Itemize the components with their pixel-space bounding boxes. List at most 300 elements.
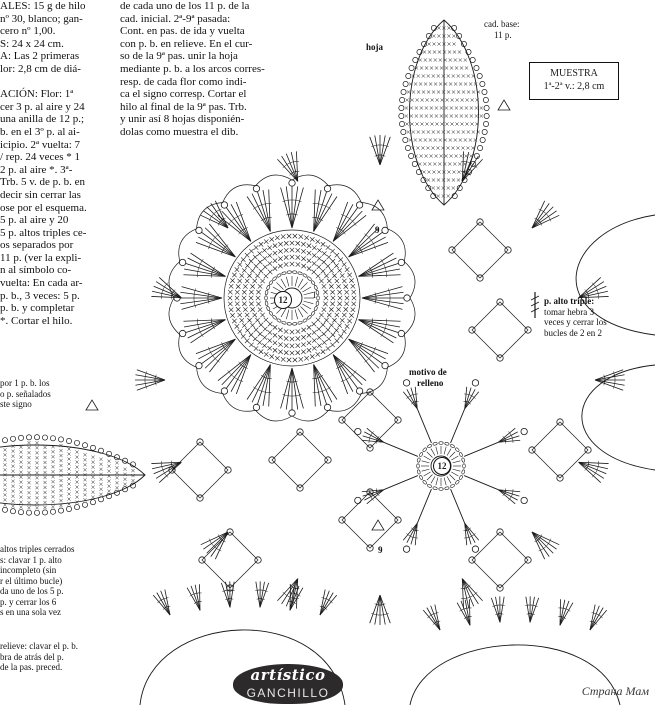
outer-fan bbox=[579, 277, 601, 297]
leaf-stitch bbox=[42, 435, 47, 440]
opening-fan bbox=[469, 599, 470, 625]
filler-chain bbox=[419, 452, 423, 457]
instruction-line: / rep. 24 veces * 1 bbox=[0, 151, 81, 164]
opening-fan bbox=[590, 606, 599, 630]
flower-petal bbox=[263, 392, 267, 393]
leaf-stitch bbox=[482, 129, 487, 134]
filler-round bbox=[447, 476, 451, 483]
flower-petal bbox=[212, 239, 214, 242]
outer-fan bbox=[542, 210, 545, 212]
filler-round bbox=[424, 472, 431, 476]
flower-chain bbox=[307, 315, 312, 320]
leaf-stitch bbox=[477, 73, 482, 78]
filler-chain bbox=[455, 447, 460, 452]
flower-petal bbox=[370, 239, 372, 242]
filler-chain bbox=[450, 444, 455, 448]
chain-arc bbox=[169, 298, 180, 334]
flower-petal bbox=[314, 365, 332, 403]
leaf-stitch bbox=[26, 510, 31, 515]
instruction-line: vuelta: En cada ar- bbox=[0, 277, 83, 290]
outer-fan bbox=[375, 135, 380, 165]
instruction-line: de cada uno de los 11 p. de la bbox=[120, 0, 250, 12]
flower-chain bbox=[265, 296, 268, 300]
chain-arc bbox=[179, 229, 197, 262]
filler-round bbox=[447, 449, 451, 456]
filler-chain bbox=[463, 464, 466, 468]
picot bbox=[398, 259, 404, 265]
flower-petal bbox=[359, 258, 397, 276]
outer-fan bbox=[380, 137, 390, 165]
flower-petal bbox=[281, 188, 292, 228]
flower-chain bbox=[292, 322, 297, 325]
leaf-stitch bbox=[403, 137, 408, 142]
label-motivo: motivo de bbox=[409, 367, 447, 377]
instruction-line: ALES: 15 g de hilo bbox=[0, 0, 86, 12]
outer-fan bbox=[532, 532, 553, 553]
picot bbox=[472, 546, 478, 552]
outer-fan bbox=[210, 542, 212, 545]
instruction-line: so de la 9ª pas. unir la hoja bbox=[120, 50, 238, 63]
flower-chain bbox=[269, 311, 274, 316]
leaf-stitch bbox=[399, 121, 404, 126]
chain-arc bbox=[223, 185, 256, 203]
filler-spoke bbox=[464, 476, 498, 490]
flower-petal bbox=[314, 194, 332, 232]
outer-fan bbox=[532, 207, 553, 228]
note-line: por 1 p. b. los bbox=[0, 378, 50, 388]
picot bbox=[253, 185, 259, 191]
flower-petal bbox=[180, 292, 222, 298]
flower-petal bbox=[359, 320, 397, 338]
flower-round-2 bbox=[276, 282, 283, 289]
flower-chain bbox=[276, 273, 281, 277]
opening-fan bbox=[290, 586, 299, 610]
leaf-stitch bbox=[401, 129, 406, 134]
filler-round bbox=[436, 478, 438, 486]
legend-triple-stitch bbox=[544, 296, 607, 338]
filler-chain bbox=[439, 442, 443, 445]
flower-round-2 bbox=[300, 282, 307, 289]
instruction-line: ose por el esquema. bbox=[0, 201, 87, 214]
leaf-stitch bbox=[42, 510, 47, 515]
picot bbox=[521, 428, 527, 434]
flower-petal bbox=[349, 237, 386, 257]
note-line: ste signo bbox=[0, 399, 32, 409]
flower-chain bbox=[287, 322, 292, 325]
leaf-stitch bbox=[82, 443, 87, 448]
note-line: o p. señalados bbox=[0, 388, 51, 399]
leaf-stitch bbox=[483, 97, 488, 102]
instruction-line: ca el signo corresp. Cortar el bbox=[120, 88, 247, 101]
note-bottom-left-1 bbox=[0, 378, 51, 410]
flower-petal bbox=[292, 188, 303, 228]
outer-fan bbox=[286, 154, 297, 182]
flower-petal bbox=[180, 298, 222, 304]
flower-chain bbox=[287, 271, 292, 274]
leaf-stitch bbox=[90, 445, 95, 450]
flower-petal bbox=[188, 258, 226, 276]
outer-fan bbox=[215, 547, 218, 549]
flower-round-2 bbox=[298, 308, 303, 317]
flower-petal bbox=[185, 263, 225, 276]
flower-chain bbox=[281, 271, 286, 275]
outer-fan bbox=[370, 137, 380, 165]
leaf-stitch bbox=[413, 57, 418, 62]
flower-chain bbox=[316, 301, 319, 306]
flower-petal bbox=[349, 339, 386, 359]
outer-fan bbox=[137, 380, 165, 390]
leaf-stitch bbox=[403, 81, 408, 86]
flower-petal bbox=[359, 263, 399, 276]
flower-round-2 bbox=[302, 304, 311, 309]
filler-chain bbox=[427, 484, 432, 488]
filler-chain bbox=[417, 469, 421, 474]
leaf-stitch bbox=[18, 510, 23, 515]
flower-petal bbox=[386, 323, 387, 327]
flower-petal bbox=[381, 259, 383, 262]
flower-petal bbox=[257, 191, 270, 231]
opening-fan bbox=[491, 598, 500, 623]
leaf-stitch bbox=[2, 507, 7, 512]
opening-fan bbox=[199, 584, 200, 610]
flower-petal bbox=[231, 204, 251, 241]
picot bbox=[324, 185, 330, 191]
outer-fan bbox=[375, 614, 379, 615]
outer-fan bbox=[547, 542, 549, 545]
flower-petal bbox=[348, 376, 351, 378]
instruction-line: hilo al final de la 9ª pas. Trb. bbox=[120, 100, 247, 113]
net-diamond bbox=[532, 422, 588, 478]
net-diamond bbox=[472, 302, 528, 358]
legend-triple-title: p. alto triple: bbox=[544, 296, 595, 306]
chain-arc bbox=[387, 334, 405, 367]
chain-arc bbox=[169, 262, 180, 298]
net-diamond bbox=[342, 492, 398, 548]
flower-round-2 bbox=[295, 277, 298, 287]
flower-petal bbox=[233, 376, 236, 378]
outer-fan bbox=[471, 594, 474, 596]
instruction-line: n al símbolo co- bbox=[0, 264, 72, 277]
round-number-1: 1 bbox=[312, 290, 317, 300]
outer-fan bbox=[542, 547, 545, 549]
chain-arc bbox=[256, 175, 292, 186]
watermark bbox=[582, 684, 649, 699]
filler-spoke bbox=[464, 442, 498, 456]
outer-fan bbox=[154, 286, 182, 297]
filler-round bbox=[444, 478, 446, 486]
instructions-left bbox=[0, 0, 87, 327]
opening-fan bbox=[320, 591, 329, 615]
flower-petal bbox=[257, 365, 270, 405]
chain-arc bbox=[256, 410, 292, 421]
filler-chain bbox=[422, 447, 427, 452]
instruction-line: 11 p. (ver la expli- bbox=[0, 251, 82, 264]
opening-fan bbox=[500, 597, 504, 623]
chain-arc bbox=[328, 185, 361, 203]
flower-chain bbox=[281, 321, 286, 325]
opening-fan bbox=[501, 605, 505, 606]
leaf-stitch bbox=[10, 436, 15, 441]
instruction-line: Cont. en pas. de ida y vuelta bbox=[120, 25, 245, 38]
opening-fan bbox=[256, 582, 260, 608]
flower-petal bbox=[333, 355, 362, 385]
flower-petal bbox=[263, 204, 267, 205]
flower-petal bbox=[198, 237, 235, 257]
instruction-line: Trb. 5 v. de p. b. en bbox=[0, 176, 86, 189]
leaf-stitch bbox=[484, 113, 489, 118]
note-line: r el último bucle) bbox=[0, 575, 63, 586]
note-line: p. y cerrar los 6 bbox=[0, 596, 57, 607]
leaf-stitch bbox=[409, 65, 414, 70]
leaf-stitch bbox=[66, 438, 71, 443]
leaf-stitch bbox=[58, 508, 63, 513]
outer-fan bbox=[382, 145, 386, 146]
picot bbox=[324, 404, 330, 410]
opening-fan bbox=[423, 610, 440, 630]
filler-chain bbox=[427, 444, 432, 448]
flower-petal bbox=[188, 320, 226, 338]
leaf-stitch bbox=[409, 153, 414, 158]
instruction-line: cer 3 p. al aire y 24 bbox=[0, 100, 85, 113]
flower-chain bbox=[298, 321, 303, 325]
outer-fan bbox=[614, 382, 615, 386]
opening-fan bbox=[153, 595, 170, 615]
flower-chain bbox=[269, 280, 274, 285]
leaf-stitch bbox=[480, 81, 485, 86]
filler-chain bbox=[444, 442, 449, 446]
note-line: incompleto (sin bbox=[0, 565, 57, 575]
center-number-12: 12 bbox=[274, 291, 292, 309]
legend-triple-line: veces y cerrar los bbox=[544, 317, 607, 327]
instruction-line: cad. inicial. 2ª-9ª pasada: bbox=[120, 12, 231, 25]
instruction-line: y unir así 8 hojas disponién- bbox=[120, 113, 245, 126]
flower-chain bbox=[272, 276, 277, 281]
leaf-stitch bbox=[58, 437, 63, 442]
outer-fan bbox=[137, 370, 165, 380]
instruction-line: b. en el 3º p. al ai- bbox=[0, 125, 80, 138]
outer-fan bbox=[370, 595, 380, 623]
logo-line2: GANCHILLO bbox=[246, 686, 330, 700]
flower-petal bbox=[205, 339, 235, 368]
outer-fan bbox=[285, 163, 288, 165]
flower-petal bbox=[328, 207, 331, 209]
flower-petal bbox=[198, 269, 199, 273]
outer-fan bbox=[159, 277, 181, 297]
leaf-left bbox=[0, 435, 145, 516]
legend-triple-line: bucles de 2 en 2 bbox=[544, 327, 602, 338]
flower-petal bbox=[194, 300, 195, 304]
flower-petal bbox=[328, 387, 331, 389]
flower-chain bbox=[317, 296, 320, 300]
watermark-text: Страна Мам bbox=[581, 684, 649, 698]
flower-petal bbox=[386, 269, 387, 273]
leaf-stitch bbox=[480, 137, 485, 142]
opening-fan bbox=[191, 586, 200, 610]
picot bbox=[289, 180, 295, 186]
flower-chain bbox=[272, 315, 277, 320]
filler-round bbox=[449, 452, 455, 458]
outer-fan bbox=[154, 462, 182, 473]
picot bbox=[403, 380, 409, 386]
outer-fan bbox=[380, 595, 385, 625]
arrow-marker bbox=[86, 400, 98, 410]
chain-arc bbox=[404, 298, 415, 334]
outer-fan bbox=[594, 285, 596, 288]
outer-fan bbox=[135, 375, 165, 380]
flower-chain bbox=[276, 318, 281, 322]
muestra-box bbox=[529, 62, 619, 100]
arrow-marker bbox=[498, 100, 510, 110]
flower-petal bbox=[362, 292, 404, 298]
label-cad-base: cad. base: bbox=[484, 19, 520, 29]
muestra-value: 1ª-2ª v.: 2,8 cm bbox=[543, 81, 605, 92]
outer-fan bbox=[462, 579, 473, 607]
flower-petal bbox=[317, 204, 321, 205]
outer-fan bbox=[382, 614, 386, 615]
flower-petal bbox=[333, 211, 362, 241]
flower-petal bbox=[231, 355, 251, 392]
legend-triple-line: tomar hebra 3 bbox=[544, 306, 594, 317]
opening-fan bbox=[526, 597, 530, 623]
instruction-line: mediante p. b. a los arcos corres- bbox=[120, 62, 265, 75]
filler-round bbox=[436, 447, 438, 455]
leaf-stitch bbox=[82, 502, 87, 507]
note-line: da uno de los 5 p. bbox=[0, 586, 64, 596]
instruction-line: A: Las 2 primeras bbox=[0, 50, 80, 63]
instruction-line: 5 p. altos triples ce- bbox=[0, 226, 87, 239]
instruction-line bbox=[0, 76, 87, 89]
leaf-stitch bbox=[400, 97, 405, 102]
flower-petal bbox=[314, 365, 327, 405]
flower-round-2 bbox=[302, 287, 311, 292]
flower-round-2 bbox=[286, 277, 289, 287]
flower-petal bbox=[233, 218, 236, 220]
filler-round bbox=[431, 476, 435, 483]
instruction-line: ACIÓN: Flor: 1ª bbox=[0, 88, 74, 101]
flower-round-2 bbox=[295, 310, 298, 320]
opening-fan bbox=[260, 582, 264, 608]
flower-petal bbox=[252, 194, 270, 232]
note-line: altos triples cerrados bbox=[0, 544, 75, 554]
flower-chain bbox=[298, 271, 303, 275]
flower-petal bbox=[359, 320, 399, 333]
flower-petal bbox=[294, 200, 298, 201]
instructions-top bbox=[120, 0, 265, 139]
leaf-stitch bbox=[74, 504, 79, 509]
flower-petal bbox=[194, 292, 195, 296]
flower-petal bbox=[198, 339, 235, 359]
flower-petal bbox=[281, 368, 292, 408]
outer-fan bbox=[380, 135, 385, 165]
note-line: s en una sola vez bbox=[0, 607, 61, 617]
flower-chain bbox=[311, 280, 316, 285]
flower-petal bbox=[286, 395, 290, 396]
leaf-stitch bbox=[399, 113, 404, 118]
note-line: s: clavar 1 p. alto bbox=[0, 554, 62, 565]
picot bbox=[289, 410, 295, 416]
flower-chain bbox=[307, 276, 312, 281]
filler-round bbox=[449, 474, 455, 480]
chain-arc bbox=[179, 334, 197, 367]
outer-fan bbox=[207, 532, 228, 553]
flower-round-2 bbox=[281, 308, 286, 317]
leaf-stitch bbox=[74, 440, 79, 445]
outer-fan bbox=[375, 145, 379, 146]
flower-petal bbox=[261, 375, 264, 377]
filler-round bbox=[422, 469, 430, 471]
flower-petal bbox=[182, 298, 222, 309]
opening-fan bbox=[496, 597, 500, 623]
leaf-stitch bbox=[26, 435, 31, 440]
leaf-stitch bbox=[34, 435, 39, 440]
chain-arc bbox=[387, 229, 405, 262]
flower-petal bbox=[362, 287, 402, 298]
outer-fan bbox=[163, 471, 165, 474]
row-number-9: 9 bbox=[375, 225, 380, 235]
label-relleno: relleno bbox=[417, 378, 444, 388]
picot bbox=[403, 546, 409, 552]
leaf-stitch bbox=[401, 89, 406, 94]
instruction-line: decir sin cerrar las bbox=[0, 188, 81, 201]
flower-petal bbox=[314, 191, 327, 231]
filler-spoke bbox=[417, 489, 431, 523]
leaf-stitch bbox=[50, 436, 55, 441]
net-diamond bbox=[472, 532, 528, 588]
outer-fan bbox=[471, 163, 474, 165]
flower-petal bbox=[292, 368, 303, 408]
flower-petal bbox=[333, 204, 353, 241]
leaf-stitch bbox=[66, 506, 71, 511]
instruction-line: con p. b. en relieve. En el cur- bbox=[120, 37, 253, 50]
flower-petal bbox=[369, 326, 371, 329]
net-diamond bbox=[272, 432, 328, 488]
outer-fan bbox=[145, 375, 146, 379]
filler-spoke bbox=[451, 489, 465, 523]
filler-round bbox=[453, 461, 461, 463]
instruction-line: os separados por bbox=[0, 239, 74, 252]
flower-petal bbox=[333, 355, 353, 392]
flower-petal bbox=[201, 259, 203, 262]
outer-fan bbox=[380, 595, 390, 623]
leaf-stitch bbox=[2, 438, 7, 443]
logo-line1: artístico bbox=[250, 666, 326, 684]
picot bbox=[179, 259, 185, 265]
filler-chain bbox=[419, 475, 423, 480]
chain-arc bbox=[223, 393, 256, 411]
filler-spoke bbox=[384, 442, 418, 456]
picot bbox=[404, 295, 410, 301]
leaf-stitch bbox=[477, 145, 482, 150]
instruction-line: una anilla de 12 p.; bbox=[0, 113, 85, 126]
leaf-stitch bbox=[483, 121, 488, 126]
arrow-marker bbox=[372, 520, 384, 530]
leaf-stitch bbox=[406, 73, 411, 78]
leaf-stitch bbox=[405, 145, 410, 150]
center-number-12-b: 12 bbox=[433, 457, 451, 475]
outer-fan bbox=[285, 594, 288, 596]
flower-petal bbox=[213, 267, 215, 270]
filler-chain bbox=[461, 469, 465, 474]
opening-fan bbox=[161, 591, 170, 615]
filler-chain bbox=[433, 486, 438, 490]
leaf-stitch bbox=[399, 105, 404, 110]
note-line: bra de atrás del p. bbox=[0, 651, 64, 662]
instruction-line: dolas como muestra el dib. bbox=[120, 125, 239, 138]
opening-fan bbox=[320, 595, 337, 615]
filler-round bbox=[453, 469, 461, 471]
flower-petal bbox=[253, 207, 256, 209]
opening-fan bbox=[560, 601, 569, 625]
